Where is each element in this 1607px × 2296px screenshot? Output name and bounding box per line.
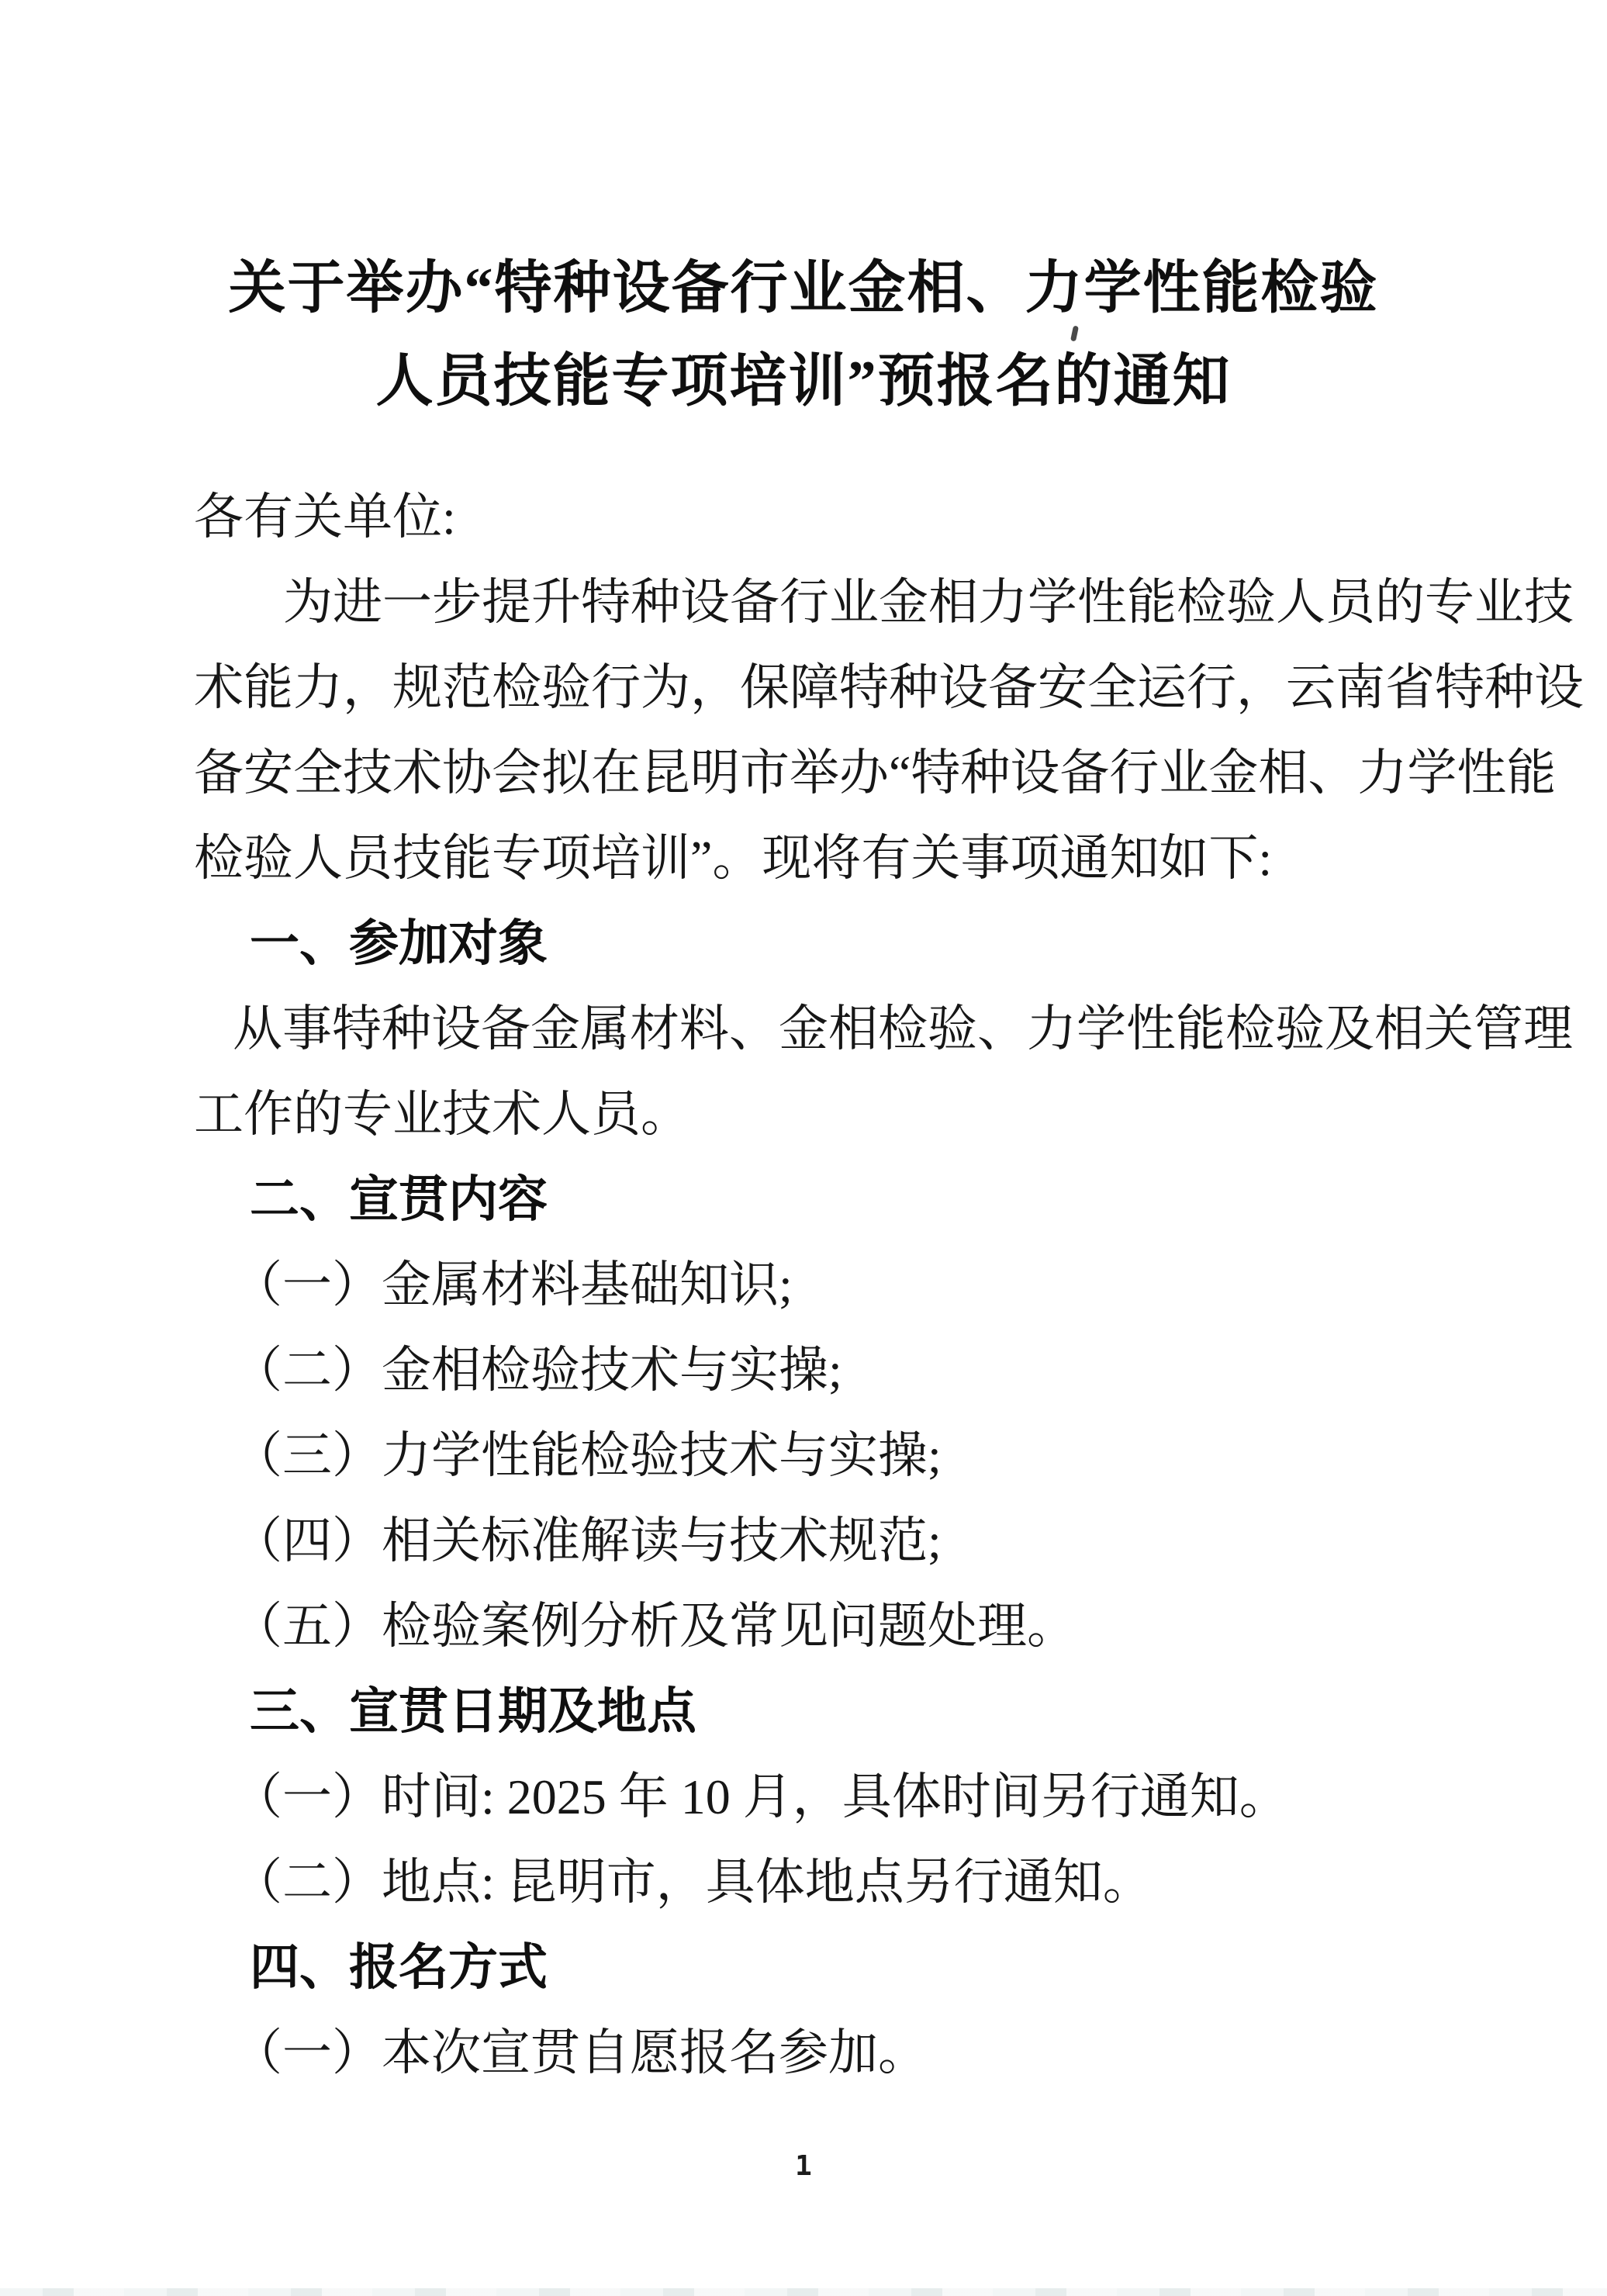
- paragraph-line-2: 术能力，规范检验行为，保障特种设备安全运行，云南省特种设: [194, 660, 1584, 715]
- section-heading-3: 三、宣贯日期及地点: [250, 1684, 696, 1739]
- paragraph-line-3: 备安全技术协会拟在昆明市举办“特种设备行业金相、力学性能: [194, 745, 1557, 800]
- title-line-2: 人员技能专项培训”预报名的通知: [375, 350, 1232, 413]
- paragraph-line-1: 为进一步提升特种设备行业金相力学性能检验人员的专业技: [283, 575, 1574, 630]
- list-item-2-2: （二）金相检验技术与实操;: [233, 1343, 842, 1398]
- section1-line-1: 从事特种设备金属材料、金相检验、力学性能检验及相关管理: [233, 1001, 1573, 1056]
- list-item-4-1: （一）本次宣贯自愿报名参加。: [233, 2025, 928, 2080]
- page-number: 1: [795, 2150, 812, 2182]
- list-item-3-2: （二）地点: 昆明市，具体地点另行通知。: [233, 1855, 1153, 1910]
- list-item-2-3: （三）力学性能检验技术与实操;: [233, 1428, 942, 1483]
- section-heading-4: 四、报名方式: [250, 1940, 548, 1995]
- list-item-2-5: （五）检验案例分析及常见问题处理。: [233, 1599, 1077, 1654]
- section-heading-1: 一、参加对象: [250, 916, 548, 971]
- title-line-1: 关于举办“特种设备行业金相、力学性能检验: [228, 257, 1379, 320]
- list-item-2-1: （一）金属材料基础知识;: [233, 1257, 793, 1312]
- section1-line-2: 工作的专业技术人员。: [194, 1087, 690, 1142]
- list-item-3-1: （一）时间: 2025 年 10 月，具体时间另行通知。: [233, 1769, 1289, 1824]
- section-heading-2: 二、宣贯内容: [250, 1172, 548, 1227]
- salutation: 各有关单位:: [194, 489, 456, 545]
- document-body: [0, 475, 1607, 2096]
- scan-edge-artifact: [0, 2288, 1607, 2296]
- document-title: [0, 242, 1607, 428]
- list-item-2-4: （四）相关标准解读与技术规范;: [233, 1513, 942, 1568]
- paragraph-line-4: 检验人员技能专项培训”。现将有关事项通知如下:: [194, 831, 1273, 886]
